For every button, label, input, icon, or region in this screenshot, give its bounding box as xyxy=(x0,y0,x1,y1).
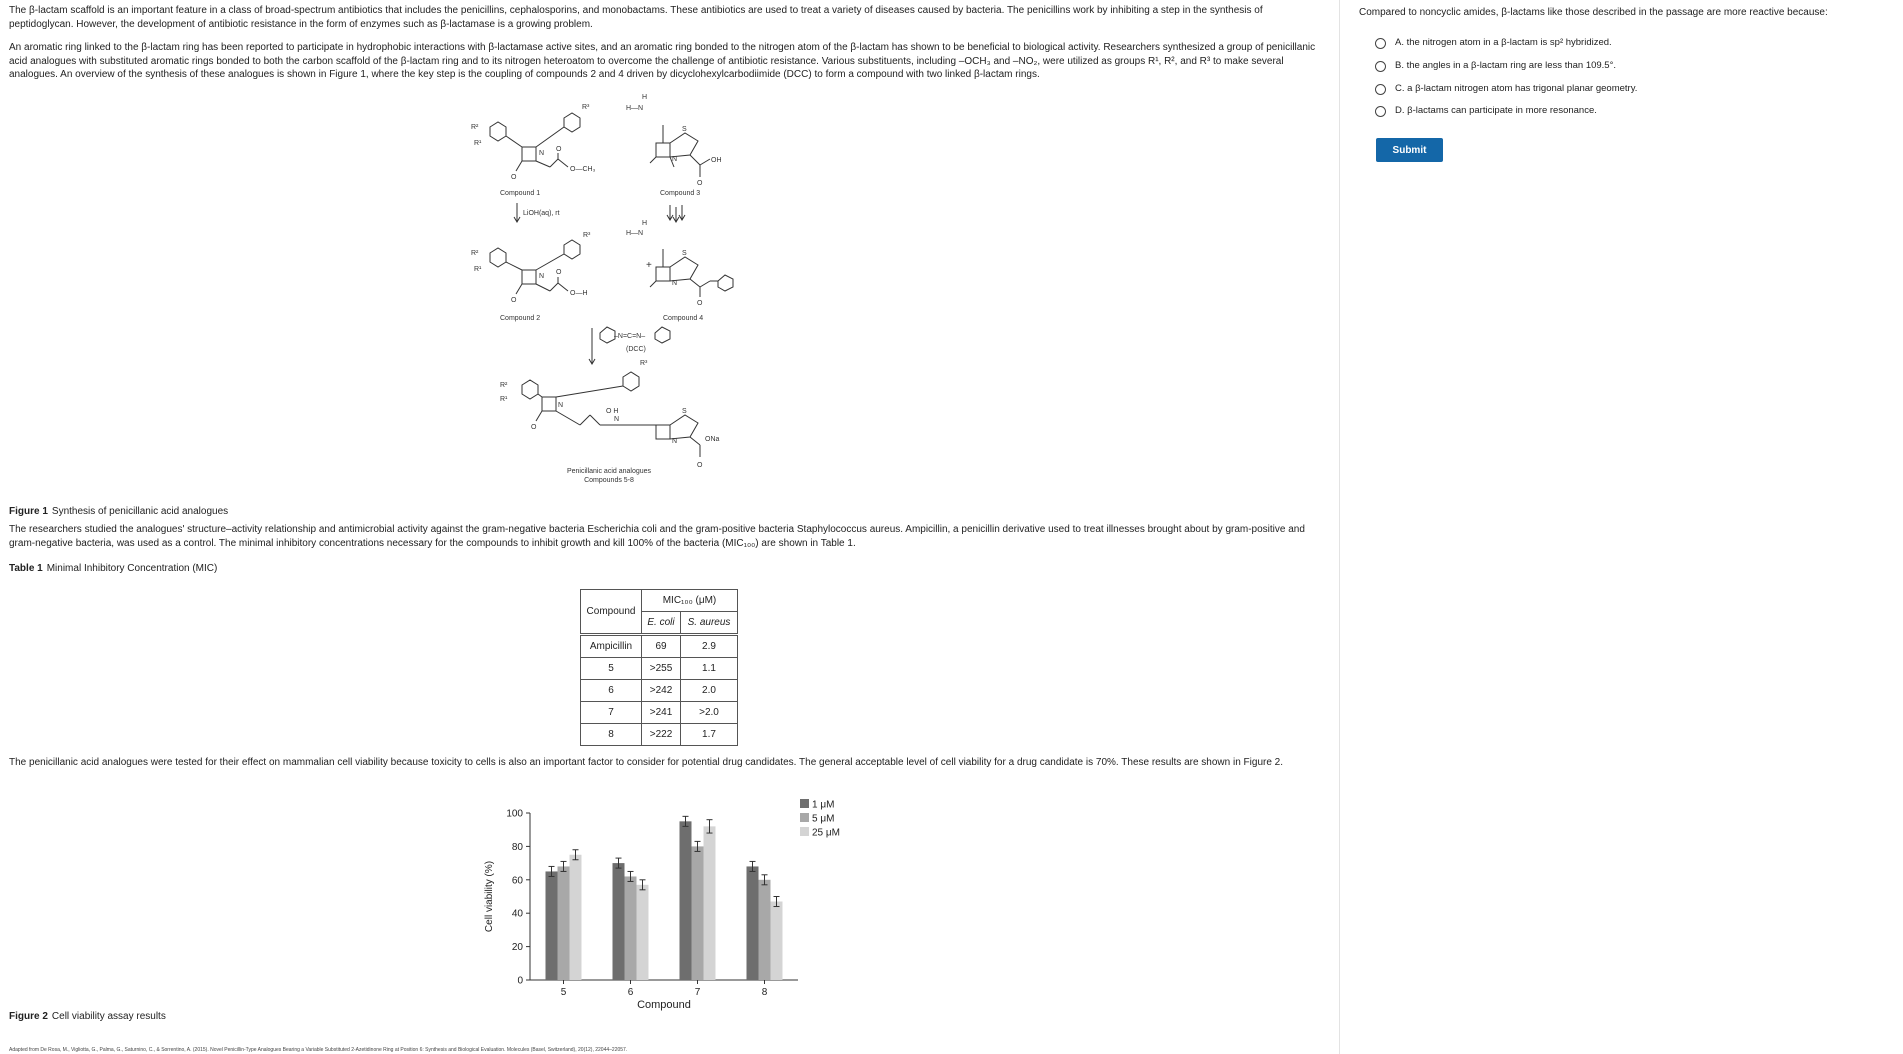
table-1-label: Table 1 xyxy=(9,563,43,574)
choice-c[interactable]: C. a β-lactam nitrogen atom has trigonal planar geometry. xyxy=(1375,83,1637,96)
svg-text:R²: R² xyxy=(500,382,508,389)
svg-text:R¹: R¹ xyxy=(500,396,508,403)
passage-paragraph-1: The β-lactam scaffold is an important feature in a class of broad-spectrum antibiotics that includes the penicillins, cephalosporins, and monobactams. These antibiotics are used to treat a variety of diseases caused by bacteria. The penicillins work by inhibiting a step in the synthesis of peptidoglycan. However, the development of antibiotic resistance in the form of enzymes such as β-lactamase is a growing problem. xyxy=(9,5,1263,30)
compound-3-label: Compound 3 xyxy=(660,190,701,197)
x-axis-label: Compound xyxy=(637,999,691,1011)
bar xyxy=(558,866,570,980)
products-label: Penicillanic acid analogues xyxy=(566,468,652,475)
y-tick-label: 20 xyxy=(511,942,523,954)
bar xyxy=(570,855,582,980)
x-tick-label: 6 xyxy=(627,987,634,998)
table-header-mic: MIC₁₀₀ (μM) xyxy=(642,590,738,612)
synthesis-scheme xyxy=(460,95,840,505)
bar xyxy=(625,876,637,980)
svg-text:O H: O H xyxy=(606,408,619,415)
svg-text:N: N xyxy=(539,273,545,280)
bar xyxy=(747,866,759,980)
svg-text:O—H: O—H xyxy=(570,290,588,297)
table-header-saureus: S. aureus xyxy=(681,612,738,635)
bar xyxy=(680,821,692,980)
table-row: 8 >222 1.7 xyxy=(581,724,738,746)
reagent-lioh: LiOH(aq), rt xyxy=(523,210,560,217)
compound-2-structure xyxy=(471,232,591,322)
radio-b[interactable] xyxy=(1375,61,1386,72)
svg-text:N: N xyxy=(614,416,620,423)
legend-label: 1 μM xyxy=(812,799,835,811)
svg-text:O: O xyxy=(556,146,562,153)
figure-1-caption: Figure 1 Synthesis of penicillanic acid analogues xyxy=(9,506,229,517)
svg-text:OH: OH xyxy=(711,157,722,164)
y-axis-label: Cell viability (%) xyxy=(484,860,495,933)
compound-1-structure xyxy=(471,104,596,197)
legend-swatch xyxy=(800,827,809,836)
radio-d[interactable] xyxy=(1375,106,1386,117)
compound-4-structure xyxy=(626,220,733,322)
svg-text:R³: R³ xyxy=(640,360,648,367)
svg-text:O: O xyxy=(697,180,703,187)
svg-text:H: H xyxy=(642,94,648,101)
svg-text:R³: R³ xyxy=(583,232,591,239)
table-header-compound: Compound xyxy=(581,590,642,635)
legend-label: 25 μM xyxy=(812,827,840,839)
bar xyxy=(704,826,716,980)
x-tick-label: 5 xyxy=(560,987,567,998)
svg-text:ONa: ONa xyxy=(705,436,720,443)
radio-a[interactable] xyxy=(1375,38,1386,49)
products-compounds-label: Compounds 5-8 xyxy=(584,477,634,484)
svg-text:R¹: R¹ xyxy=(474,266,482,273)
dcc-label: (DCC) xyxy=(626,346,646,353)
compound-3-structure xyxy=(626,94,722,197)
legend-swatch xyxy=(800,799,809,808)
dcc-structure xyxy=(600,327,670,353)
passage-paragraph-2: An aromatic ring linked to the β-lactam ring has been reported to participate in hydrophobic interactions with β-lactamase active sites, and an aromatic ring bonded to the nitrogen atom of the β-lactam has shown to be beneficial to biological activity. Researchers synthesized a group of penicillanic acid analogues with substituted aromatic rings bonded to both the carbon scaffold of the β-lactam ring and to its nitrogen heteroatom to overcome the challenge of antibiotic resistance. Various substituents, including –OCH₃ and –NO₂, were utilized as groups R¹, R², and R³ to make several analogues. An overview of the synthesis of these analogues is shown in Figure 1, where the key step is the coupling of compounds 2 and 4 driven by dicyclohexylcarbodiimide (DCC) to form a compound with two linked β-lactam rings. xyxy=(9,42,1316,80)
svg-text:–N=C=N–: –N=C=N– xyxy=(614,333,646,340)
mic-table xyxy=(580,589,738,746)
r2-label: R² xyxy=(471,124,479,131)
citation: Adapted from De Rosa, M., Vigliotta, G., Palma, G., Saturnino, C., & Sorrentino, A. (2015). Novel Penicillin-Type Analogues Bearing a Variable Substituted 2-Azetidinone Ring at Position 6: Synthesis and Biological Evaluation. Molecules (Basel, Switzerland), 20(12), 22044–22057. xyxy=(9,1047,628,1053)
choice-b[interactable]: B. the angles in a β-lactam ring are less than 109.5°. xyxy=(1375,60,1616,73)
svg-text:H: H xyxy=(642,220,648,227)
y-tick-label: 100 xyxy=(506,808,523,820)
svg-text:O—CH₃: O—CH₃ xyxy=(570,166,596,173)
compound-4-label: Compound 4 xyxy=(663,315,704,322)
svg-text:H—N: H—N xyxy=(626,230,644,237)
svg-text:S: S xyxy=(682,408,687,415)
radio-c[interactable] xyxy=(1375,84,1386,95)
svg-text:R²: R² xyxy=(471,250,479,257)
product-structure xyxy=(500,360,720,484)
x-tick-label: 7 xyxy=(694,987,701,998)
y-tick-label: 0 xyxy=(517,975,523,987)
r3-label: R³ xyxy=(582,104,590,111)
plus-sign: + xyxy=(646,260,652,271)
figure-2-label: Figure 2 xyxy=(9,1011,48,1022)
svg-text:H—N: H—N xyxy=(626,105,644,112)
x-tick-label: 8 xyxy=(761,987,768,998)
question-panel xyxy=(1341,0,1903,1054)
choice-a[interactable]: A. the nitrogen atom in a β-lactam is sp² hybridized. xyxy=(1375,37,1612,50)
bar xyxy=(692,846,704,980)
y-tick-label: 80 xyxy=(511,841,523,853)
bar xyxy=(637,885,649,980)
table-header-ecoli: E. coli xyxy=(642,612,681,635)
compound-1-label: Compound 1 xyxy=(500,190,541,197)
cell-viability-chart xyxy=(470,795,840,1011)
svg-text:N: N xyxy=(558,402,564,409)
figure-2-caption: Figure 2 Cell viability assay results xyxy=(9,1011,166,1022)
y-tick-label: 60 xyxy=(511,875,523,887)
figure-1-label: Figure 1 xyxy=(9,506,48,517)
question-stem: Compared to noncyclic amides, β-lactams like those described in the passage are more reactive because: xyxy=(1359,7,1828,18)
legend-swatch xyxy=(800,813,809,822)
bar xyxy=(771,902,783,980)
svg-text:N: N xyxy=(672,280,678,287)
svg-text:O: O xyxy=(531,424,537,431)
passage-paragraph-3: The researchers studied the analogues' structure–activity relationship and antimicrobial activity against the gram-negative bacteria Escherichia coli and the gram-positive bacteria Staphylococcus aureus. Ampicillin, a penicillin derivative used to treat illnesses brought about by gram-positive and gram-negative bacteria, was used as a control. The minimal inhibitory concentrations necessary for the compounds to inhibit growth and kill 100% of the bacteria (MIC₁₀₀) are shown in Table 1. xyxy=(9,524,1305,549)
passage-paragraph-4: The penicillanic acid analogues were tested for their effect on mammalian cell viability because toxicity to cells is also an important factor to consider for potential drug candidates. The general acceptable level of cell viability for a drug candidate is 70%. These results are shown in Figure 2. xyxy=(9,757,1284,768)
table-row: 5 >255 1.1 xyxy=(581,658,738,680)
choice-d[interactable]: D. β-lactams can participate in more resonance. xyxy=(1375,105,1597,118)
legend-label: 5 μM xyxy=(812,813,835,825)
svg-text:O: O xyxy=(697,462,703,469)
bar xyxy=(546,871,558,980)
svg-text:N: N xyxy=(539,150,545,157)
bar xyxy=(613,863,625,980)
y-tick-label: 40 xyxy=(511,908,523,920)
submit-button[interactable]: Submit xyxy=(1376,138,1443,162)
svg-text:S: S xyxy=(682,250,687,257)
table-row: 6 >242 2.0 xyxy=(581,680,738,702)
svg-text:O: O xyxy=(511,174,517,181)
svg-text:S: S xyxy=(682,126,687,133)
compound-2-label: Compound 2 xyxy=(500,315,541,322)
svg-text:N: N xyxy=(672,156,678,163)
table-row: 7 >241 >2.0 xyxy=(581,702,738,724)
svg-text:N: N xyxy=(672,438,678,445)
table-1-caption: Table 1 Minimal Inhibitory Concentration (MIC) xyxy=(9,563,218,574)
svg-text:O: O xyxy=(697,300,703,307)
svg-text:O: O xyxy=(511,297,517,304)
table-row: Ampicillin 69 2.9 xyxy=(581,635,738,658)
compound-3-arrows xyxy=(667,205,685,222)
svg-text:O: O xyxy=(556,269,562,276)
bar xyxy=(759,880,771,980)
r1-label: R¹ xyxy=(474,140,482,147)
